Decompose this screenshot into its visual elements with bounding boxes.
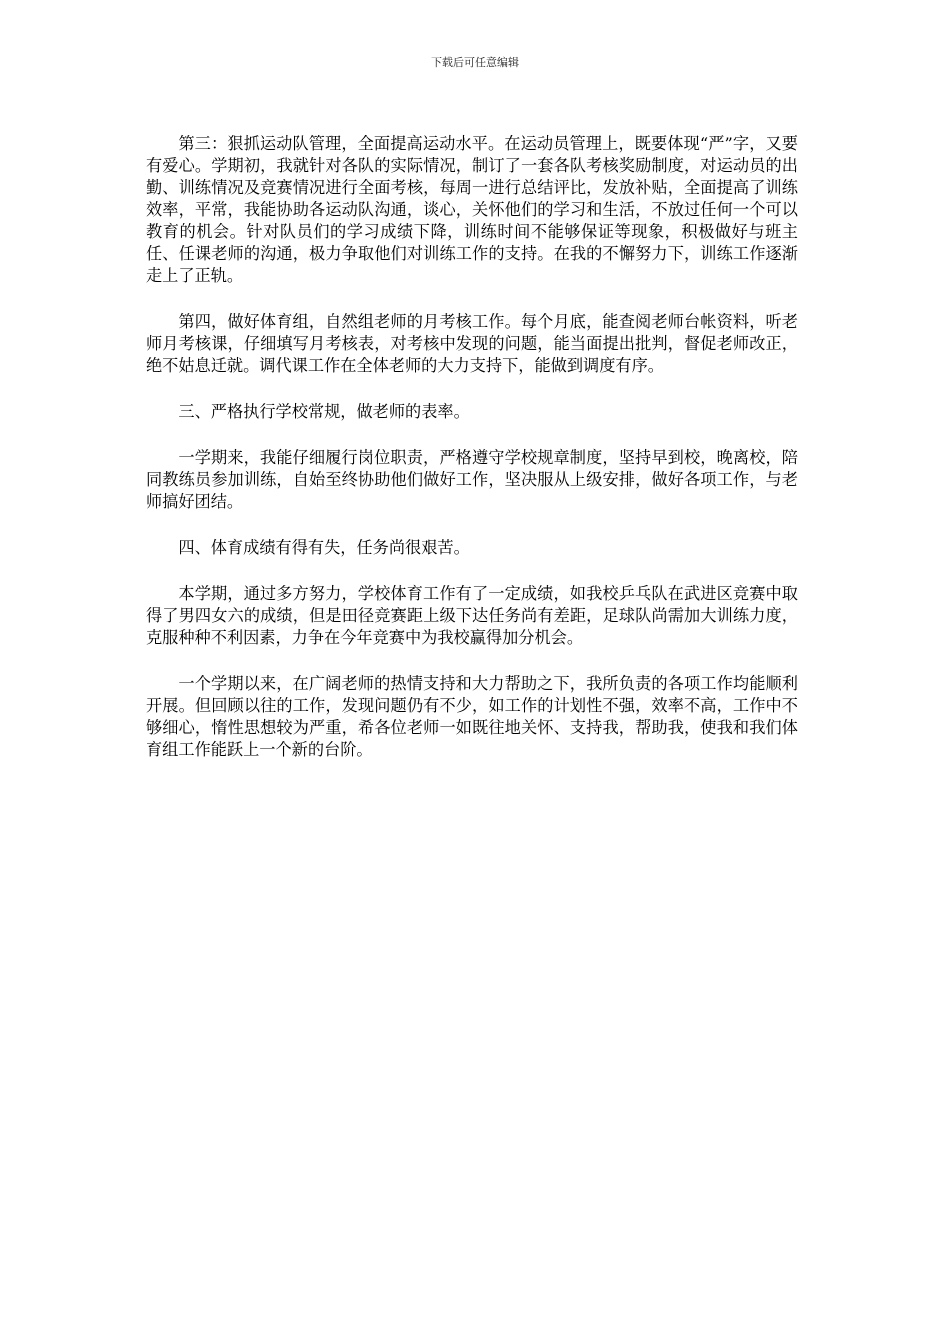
paragraph-fourth-point: 第四，做好体育组，自然组老师的月考核工作。每个月底，能查阅老师台帐资料，听老师月考核课，仔细填写月考核表，对考核中发现的问题，能当面提出批判，督促老师改正，绝不姑息迁就。调代课工作在全体老师的大力支持下，能做到调度有序。 bbox=[146, 312, 798, 375]
paragraph-conclusion: 一个学期以来，在广阔老师的热情支持和大力帮助之下，我所负责的各项工作均能顺利开展。但回顾以往的工作，发现问题仍有不少，如工作的计划性不强，效率不高，工作中不够细心，惰性思想较为严重，希各位老师一如既往地关怀、支持我，帮助我，使我和我们体育组工作能跃上一个新的台阶。 bbox=[146, 674, 798, 759]
section-heading-three: 三、严格执行学校常规，做老师的表率。 bbox=[178, 402, 470, 421]
section-heading-four: 四、体育成绩有得有失，任务尚很艰苦。 bbox=[178, 538, 470, 557]
paragraph-results: 本学期，通过多方努力，学校体育工作有了一定成绩，如我校乒乓队在武进区竞赛中取得了男四女六的成绩，但是田径竞赛距上级下达任务尚有差距，足球队尚需加大训练力度，克服种种不利因素，力争在今年竞赛中为我校赢得加分机会。 bbox=[146, 584, 798, 647]
page-header: 下载后可任意编辑 bbox=[431, 56, 519, 69]
document-body bbox=[146, 133, 798, 785]
paragraph-duties: 一学期来，我能仔细履行岗位职责，严格遵守学校规章制度，坚持早到校，晚离校，陪同教练员参加训练，自始至终协助他们做好工作，坚决服从上级安排，做好各项工作，与老师搞好团结。 bbox=[146, 448, 798, 511]
paragraph-third-point: 第三：狠抓运动队管理，全面提高运动水平。在运动员管理上，既要体现“严”字，又要有爱心。学期初，我就针对各队的实际情况，制订了一套各队考核奖励制度，对运动员的出勤、训练情况及竞赛情况进行全面考核，每周一进行总结评比，发放补贴，全面提高了训练效率，平常，我能协助各运动队沟通，谈心，关怀他们的学习和生活，不放过任何一个可以教育的机会。针对队员们的学习成绩下降，训练时间不能够保证等现象，积极做好与班主任、任课老师的沟通，极力争取他们对训练工作的支持。在我的不懈努力下，训练工作逐渐走上了正轨。 bbox=[146, 134, 798, 285]
